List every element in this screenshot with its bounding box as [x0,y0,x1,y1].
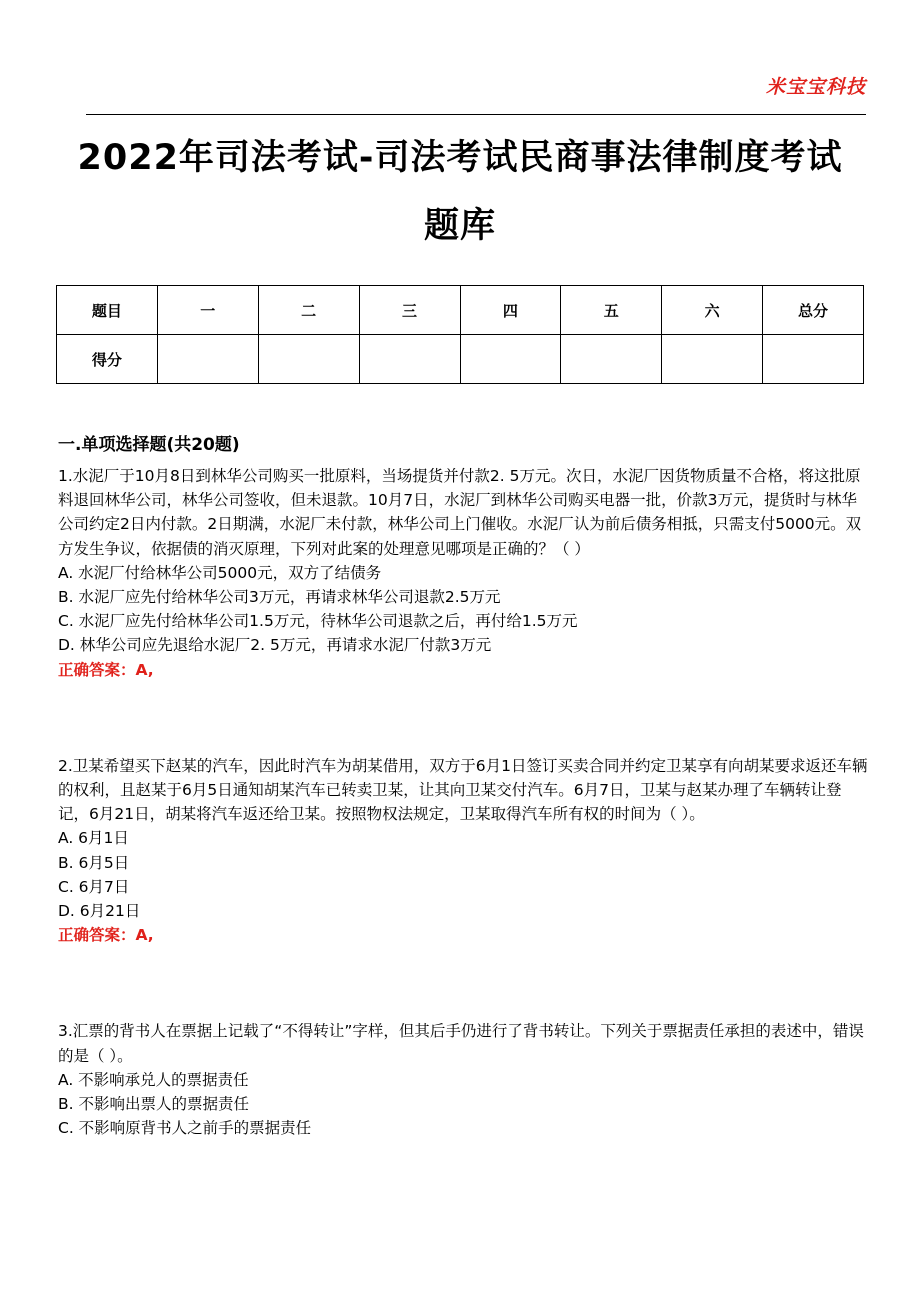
score-cell [359,335,460,384]
score-cell [763,335,864,384]
score-cell [460,335,561,384]
score-header-cell: 三 [359,286,460,335]
question-option: C. 水泥厂应先付给林华公司1.5万元，待林华公司退款之后，再付给1.5万元 [58,612,578,631]
question-list [58,432,868,1140]
score-header-cell: 总分 [763,286,864,335]
score-cell [258,335,359,384]
question-stem: 3.汇票的背书人在票据上记载了“不得转让”字样，但其后手仍进行了背书转让。下列关于票据责任承担的表述中，错误的是（ ）。 [58,1022,864,1065]
question-option: B. 6月5日 [58,853,130,872]
question-option: C. 不影响原背书人之前手的票据责任 [58,1119,312,1138]
score-header-cell: 一 [157,286,258,335]
brand-logo-text: 米宝宝科技 [765,76,866,98]
question-answer: 正确答案：A, [58,660,154,679]
question-stem: 2.卫某希望买下赵某的汽车，因此时汽车为胡某借用，双方于6月1日签订买卖合同并约定卫某享有向胡某要求返还车辆的权利，且赵某于6月5日通知胡某汽车已转卖卫某，让其向卫某交付汽车。6月7日，卫某与赵某办理了车辆转让登记，6月21日，胡某将汽车返还给卫某。按照物权法规定，卫某取得汽车所有权的时间为（ ）。 [58,756,868,824]
score-table-header-row [57,286,864,335]
question-stem: 1.水泥厂于10月8日到林华公司购买一批原料，当场提货并付款2. 5万元。次日，水泥厂因货物质量不合格，将这批原料退回林华公司，林华公司签收，但未退款。10月7日，水泥厂到林华公司购买电器一批，价款3万元，提货时与林华公司约定2日内付款。2日期满，水泥厂未付款，林华公司上门催收。水泥厂认为前后债务相抵，只需支付5000元。双方发生争议，依据债的消灭原理，下列对此案的处理意见哪项是正确的？（ ） [58,467,862,558]
question-option: D. 6月21日 [58,902,141,921]
question-block [58,754,868,948]
section-heading: 一.单项选择题(共20题) [58,435,240,455]
question-option: A. 不影响承兑人的票据责任 [58,1070,249,1089]
question-answer: 正确答案：A, [58,926,154,945]
question-option: B. 水泥厂应先付给林华公司3万元，再请求林华公司退款2.5万元 [58,588,501,607]
score-header-cell: 四 [460,286,561,335]
score-table [56,285,864,384]
score-header-cell: 六 [662,286,763,335]
page-title [56,124,864,260]
question-option: C. 6月7日 [58,877,130,896]
score-header-cell: 五 [561,286,662,335]
score-table-score-row [57,335,864,384]
score-cell [561,335,662,384]
score-cell [157,335,258,384]
header-rule [86,114,866,115]
question-option: B. 不影响出票人的票据责任 [58,1095,249,1114]
score-header-cell: 二 [258,286,359,335]
question-option: A. 6月1日 [58,829,129,848]
question-option: D. 林华公司应先退给水泥厂2. 5万元，再请求水泥厂付款3万元 [58,636,492,655]
page-title-line2: 题库 [423,206,496,246]
question-block [58,1019,868,1140]
score-cell [662,335,763,384]
score-row-label: 得分 [57,335,158,384]
question-block [58,464,868,682]
page-title-line1: 2022年司法考试-司法考试民商事法律制度考试 [77,138,843,178]
score-header-cell: 题目 [57,286,158,335]
question-option: A. 水泥厂付给林华公司5000元，双方了结债务 [58,563,382,582]
